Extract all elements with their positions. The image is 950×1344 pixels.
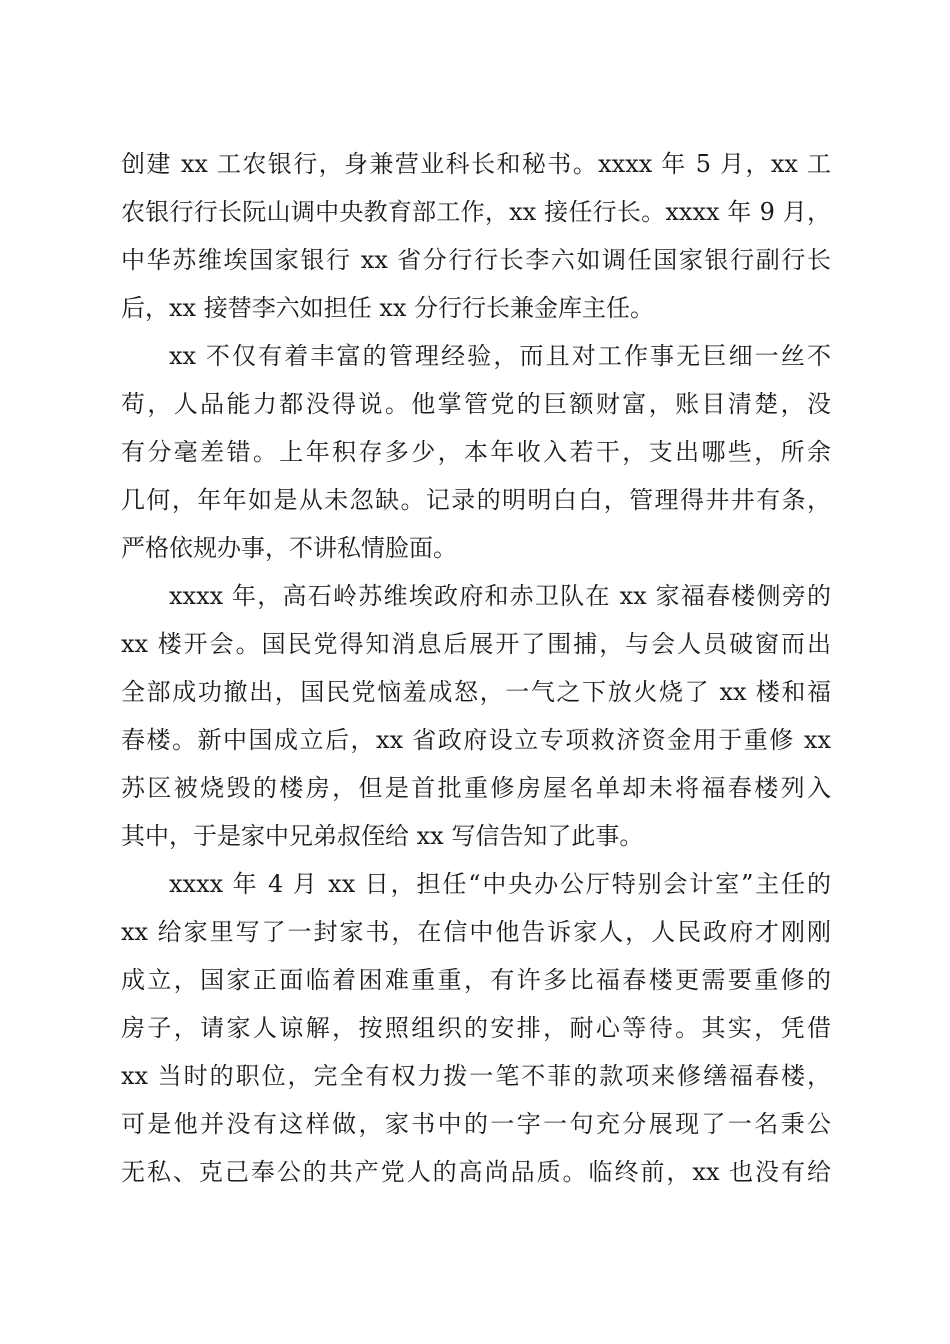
text-line: 全部成功撤出，国民党恼羞成怒，一气之下放火烧了 xx 楼和福 [121, 678, 831, 706]
paragraph-1 [121, 140, 831, 332]
text-line: 苏区被烧毁的楼房，但是首批重修房屋名单却未将福春楼列入 [121, 774, 831, 802]
text-line: 其中，于是家中兄弟叔侄给 xx 写信告知了此事。 [121, 822, 644, 850]
text-line: xx 给家里写了一封家书，在信中他告诉家人，人民政府才刚刚 [121, 918, 831, 946]
text-line: 严格依规办事，不讲私情脸面。 [121, 534, 457, 562]
text-line: 房子，请家人谅解，按照组织的安排，耐心等待。其实，凭借 [121, 1014, 831, 1042]
text-line: 可是他并没有这样做，家书中的一字一句充分展现了一名秉公 [121, 1110, 831, 1138]
text-line: xx 楼开会。国民党得知消息后展开了围捕，与会人员破窗而出 [121, 630, 831, 658]
text-line: 中华苏维埃国家银行 xx 省分行行长李六如调任国家银行副行长 [121, 246, 831, 274]
text-line: 有分毫差错。上年积存多少，本年收入若干，支出哪些，所余 [121, 438, 831, 466]
text-line: 创建 xx 工农银行，身兼营业科长和秘书。xxxx 年 5 月，xx 工 [121, 150, 831, 178]
text-line: xx 当时的职位，完全有权力拨一笔不菲的款项来修缮福春楼， [121, 1062, 831, 1090]
text-line: 春楼。新中国成立后，xx 省政府设立专项救济资金用于重修 xx [121, 726, 831, 754]
text-line: xx 不仅有着丰富的管理经验，而且对工作事无巨细一丝不 [169, 342, 831, 370]
text-line: 成立，国家正面临着困难重重，有许多比福春楼更需要重修的 [121, 966, 831, 994]
paragraph-2 [121, 332, 831, 572]
paragraph-3 [121, 572, 831, 860]
text-line: 农银行行长阮山调中央教育部工作，xx 接任行长。xxxx 年 9 月， [121, 198, 831, 226]
text-line: xxxx 年 4 月 xx 日，担任“中央办公厅特别会计室”主任的 [169, 870, 831, 898]
paragraph-4 [121, 860, 831, 1196]
body-text [121, 140, 831, 1196]
text-line: 苟，人品能力都没得说。他掌管党的巨额财富，账目清楚，没 [121, 390, 831, 418]
text-line: xxxx 年，高石岭苏维埃政府和赤卫队在 xx 家福春楼侧旁的 [169, 582, 831, 610]
text-line: 无私、克己奉公的共产党人的高尚品质。临终前，xx 也没有给 [121, 1158, 831, 1186]
text-line: 几何，年年如是从未忽缺。记录的明明白白，管理得井井有条， [121, 486, 831, 514]
text-line: 后，xx 接替李六如担任 xx 分行行长兼金库主任。 [121, 294, 655, 322]
